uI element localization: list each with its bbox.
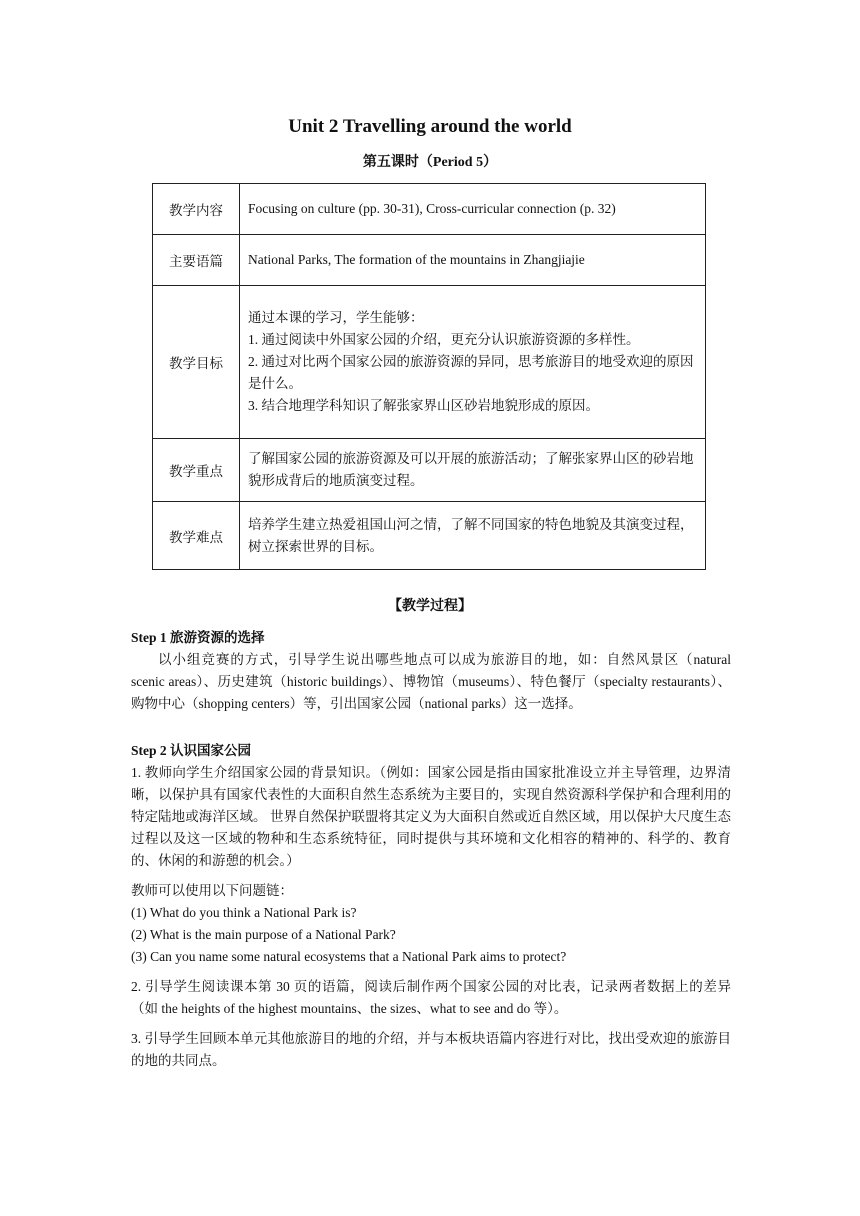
step2-paragraph-1: 1. 教师向学生介绍国家公园的背景知识。（例如：国家公园是指由国家批准设立并主导管理，边界清晰，以保护具有国家代表性的大面积自然生态系统为主要目的，实现自然资源科学保护和合理利用的特定陆地或海洋区域。 世界自然保护联盟将其定义为大面积自然或近自然区域，用以保护大尺度生态过程以及这一区域的物种和生态系统特征，同时提供与其环境和文化相容的精神的、科学的、教育的、休闲的和游憩的机会。） xyxy=(131,765,731,868)
document-title: Unit 2 Travelling around the world xyxy=(288,116,572,137)
table-row xyxy=(153,286,706,439)
step1-section xyxy=(131,627,731,715)
question-3: (3) Can you name some natural ecosystems that a National Park aims to protect? xyxy=(131,949,567,964)
process-heading: 【教学过程】 xyxy=(388,599,472,614)
table-row xyxy=(153,184,706,235)
question-1: (1) What do you think a National Park is? xyxy=(131,905,357,920)
row-content: Focusing on culture (pp. 30-31), Cross-curricular connection (p. 32) xyxy=(240,184,706,235)
step1-title: Step 1 旅游资源的选择 xyxy=(131,630,265,645)
row-content: 通过本课的学习，学生能够： 1. 通过阅读中外国家公园的介绍，更充分认识旅游资源的多样性。 2. 通过对比两个国家公园的旅游资源的异同，思考旅游目的地受欢迎的原因是什么。 3. 结合地理学科知识了解张家界山区砂岩地貌形成的原因。 xyxy=(240,286,706,439)
table-row xyxy=(153,502,706,570)
question-2: (2) What is the main purpose of a National Park? xyxy=(131,927,396,942)
row-content: National Parks, The formation of the mountains in Zhangjiajie xyxy=(240,235,706,286)
row-label: 教学难点 xyxy=(153,502,240,570)
row-content: 了解国家公园的旅游资源及可以开展的旅游活动；了解张家界山区的砂岩地貌形成背后的地质演变过程。 xyxy=(240,439,706,502)
row-label: 教学重点 xyxy=(153,439,240,502)
document-subtitle: 第五课时（Period 5） xyxy=(362,155,498,170)
row-content: 培养学生建立热爱祖国山河之情，了解不同国家的特色地貌及其演变过程，树立探索世界的目标。 xyxy=(240,502,706,570)
step2-paragraph-2: 2. 引导学生阅读课本第 30 页的语篇，阅读后制作两个国家公园的对比表，记录两者数据上的差异（如 the heights of the highest mountains、the sizes、what to see and do 等）。 xyxy=(131,979,731,1016)
table-row xyxy=(153,439,706,502)
step1-text: 以小组竞赛的方式，引导学生说出哪些地点可以成为旅游目的地，如：自然风景区（natural scenic areas）、历史建筑（historic buildings）、博物馆（museums）、特色餐厅（specialty restaurants）、购物中心（shopping centers）等，引出国家公园（national parks）这一选择。 xyxy=(131,652,731,711)
row-label: 教学目标 xyxy=(153,286,240,439)
step2-section xyxy=(131,740,731,1072)
lesson-plan-table xyxy=(152,183,706,570)
row-label: 主要语篇 xyxy=(153,235,240,286)
table-row xyxy=(153,235,706,286)
question-intro: 教师可以使用以下问题链： xyxy=(131,883,293,898)
step2-title: Step 2 认识国家公园 xyxy=(131,743,252,758)
row-label: 教学内容 xyxy=(153,184,240,235)
step2-paragraph-3: 3. 引导学生回顾本单元其他旅游目的地的介绍，并与本板块语篇内容进行对比，找出受欢迎的旅游目的地的共同点。 xyxy=(131,1031,731,1068)
